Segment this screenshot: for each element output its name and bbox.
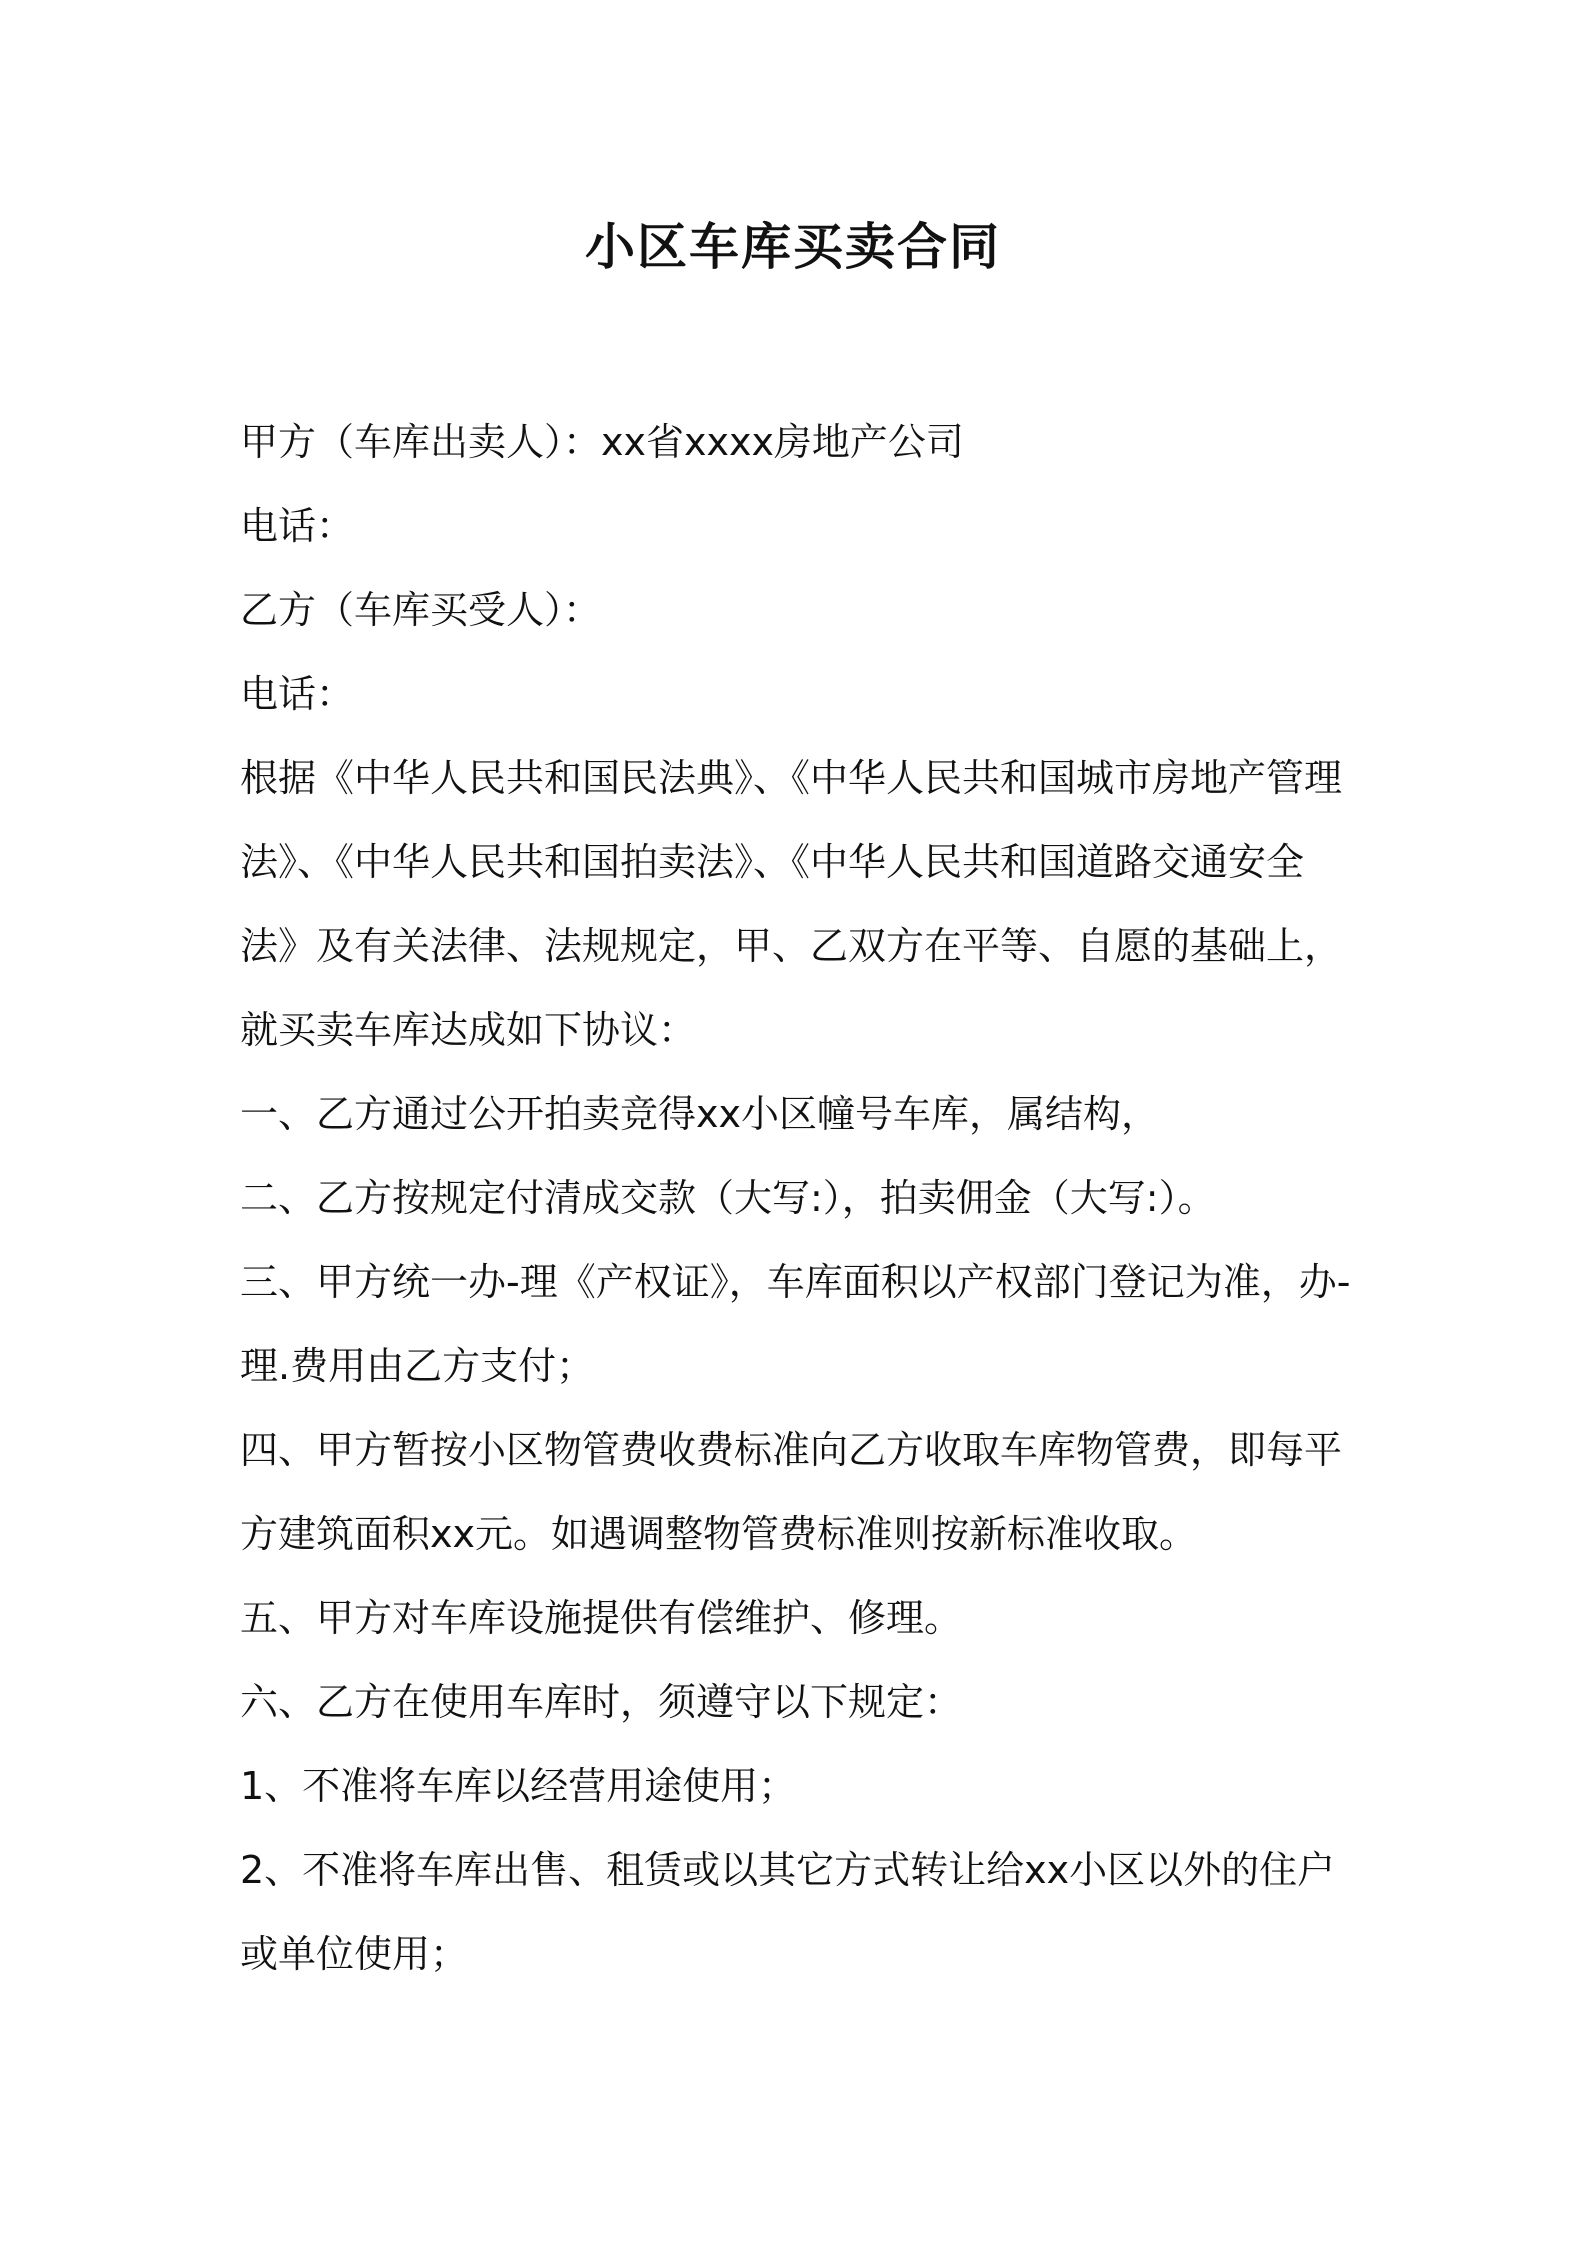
clause-5: 五、甲方对车库设施提供有偿维护、修理。	[240, 1596, 963, 1640]
clause-1: 一、乙方通过公开拍卖竞得xx小区幢号车库，属结构，	[240, 1092, 1159, 1136]
party-b-line: 乙方（车库买受人）：	[240, 588, 602, 632]
party-a-line: 甲方（车库出卖人）：xx省xxxx房地产公司	[240, 420, 964, 464]
party-b-phone: 电话：	[240, 672, 355, 716]
clause-6: 六、乙方在使用车库时，须遵守以下规定：	[240, 1680, 963, 1724]
clause-2: 二、乙方按规定付清成交款（大写:），拍卖佣金（大写:）。	[240, 1176, 1216, 1220]
document-title: 小区车库买卖合同	[585, 218, 1001, 276]
rule-2: 2、不准将车库出售、租赁或以其它方式转让给xx小区以外的住户或单位使用；	[240, 1848, 1336, 1976]
clause-4: 四、甲方暂按小区物管费收费标准向乙方收取车库物管费，即每平方建筑面积xx元。如遇调整物管费标准则按新标准收取。	[240, 1428, 1343, 1556]
rule-1: 1、不准将车库以经营用途使用；	[240, 1764, 797, 1808]
document-body	[240, 400, 1360, 1996]
preamble-paragraph: 根据《中华人民共和国民法典》、《中华人民共和国城市房地产管理法》、《中华人民共和国拍卖法》、《中华人民共和国道路交通安全法》及有关法律、法规规定，甲、乙双方在平等、自愿的基础上，就买卖车库达成如下协议：	[240, 756, 1343, 1052]
party-a-phone: 电话：	[240, 504, 355, 548]
clause-3: 三、甲方统一办-理《产权证》，车库面积以产权部门登记为准，办-理.费用由乙方支付；	[240, 1260, 1351, 1388]
